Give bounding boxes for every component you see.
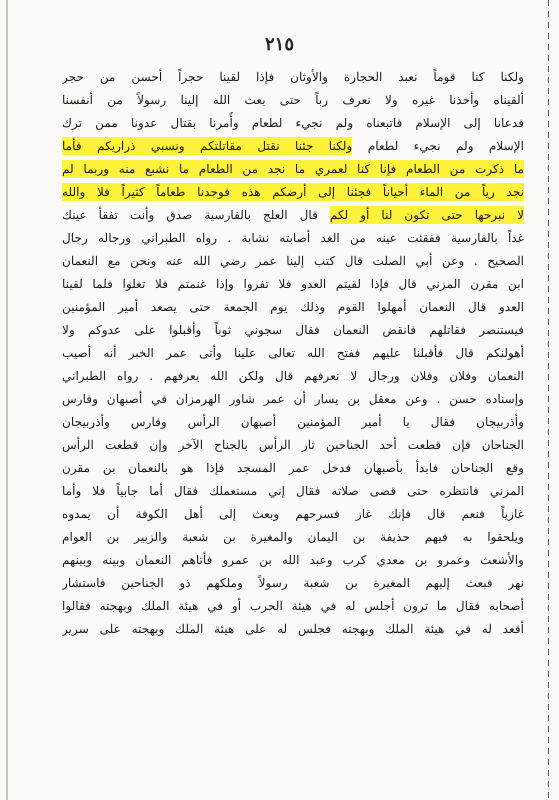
- text-line-12: فيستنصر فقاتلهم فانقض النعمان فقال سجوني ثوباً وأقبلوا على عدوكم ولا: [62, 323, 524, 337]
- text-line-20: غازياً فنعم قال فإنك غاز فسرحهم وبعث إلى أهل الكوفة أن يمدوه: [62, 507, 524, 521]
- text-line-18: وقع الجناحان فابدأ بأصبهان فدخل عمر المسجد فإذا هو بالنعمان بن مقرن: [62, 461, 524, 475]
- text-line-23: نهر فبعث إليهم المغيرة بن شعبة رسولاً وملكهم ذو الجناحين فاستشار: [62, 576, 524, 590]
- text-line-14: النعمان وفلان وفلان ورجال لا نعرفهم قال ولكن الله يعرفهم . رواه الطبراني: [62, 369, 524, 383]
- text-line-3: فدعانا إلى الإسلام فاتبعناه ولم نجيء لطعام وأُمرنا بقتال عدونا ممن ترك: [62, 116, 524, 130]
- text-line-2: ألقيناه وأخذنا غيره ولا نعرف رباً حتى بعث الله إلينا رسولاً من أنفسنا: [62, 93, 524, 107]
- text-line-22: والأشعث وعمرو بن معدي كرب وعبد الله بن عمرو فأتاهم النعمان وبينه وبينهم: [62, 553, 524, 567]
- text-line-8: غداً بالفارسية ففقئت عينه من الغد أصابته نشابة . رواه الطبراني ورجاله رجال: [62, 231, 524, 245]
- page-number: ٢١٥: [264, 34, 294, 55]
- line-7-highlighted-part: لا نبرحها حتى تكون لنا أو لكم: [329, 208, 524, 222]
- page-edge-shadow: [6, 0, 8, 800]
- text-line-5-highlighted: [62, 158, 524, 181]
- scan-border-dashes: [548, 0, 549, 800]
- line-4-highlighted-part: ولكنا جئنا نقتل مقاتلتكم ونسبي ذراريكم فأما: [62, 139, 353, 153]
- text-line-4-plain: [62, 137, 524, 155]
- highlighted-text-5: ما ذكرت من الطعام فإنا كنا لعمري ما نجد من الطعام ما نشبع منه وربما لم: [62, 162, 524, 176]
- text-line-17: الجناحان فإن قطعت أحد الجناحين ثار الرأس بالجناح الآخر وإن قطعت الرأس: [62, 438, 524, 452]
- line-7-plain-part: قال العلج بالفارسية صدق وأنت تفقأ عينك: [62, 208, 330, 222]
- text-line-7-plain: [62, 206, 524, 224]
- text-line-1: ولكنا كنا قوماً نعبد الحجارة والأوثان فإذا لقينا حجراً أحسن من حجر: [62, 70, 524, 84]
- text-line-24: أصحابه فقال ما ترون أجلس له في هيئة الحرب أو في هيئة الملك وبهجته فقالوا: [62, 599, 524, 613]
- text-line-16: وأذربيجان فقال يا أمير المؤمنين أصبهان الرأس وفارس وأذربيجان: [62, 415, 524, 429]
- text-line-11: العدو قال النعمان أمهلوا القوم وذلك يوم الجمعة حتى يصعد أمير المؤمنين: [62, 300, 524, 314]
- text-line-4-partly-highlighted: [62, 135, 524, 158]
- text-line-7-partly-highlighted: [62, 204, 524, 227]
- text-line-25: أقعد له في هيئة الملك وبهجته فجلس له على هيئة الملك وبهجته على سرير: [62, 622, 524, 636]
- line-4-plain-part: الإسلام ولم نجيء لطعام: [352, 139, 524, 153]
- text-line-19: المزني فانتظره حتى قضى صلاته فقال إني مستعملك فقال أما جابياً فلا وأما: [62, 484, 524, 498]
- highlighted-text-6: نجد رياً من الماء أحياناً فجئنا إلى أرضكم هذه فوجدنا طعاماً كثيراً فلا والله: [62, 185, 524, 199]
- text-line-10: ابن مقرن المزني قال فإذا لقيتم العدو فلا تفروا وإذا غنمتم فلا تغلوا فلما لقينا: [62, 277, 524, 291]
- text-line-21: ويلحقوا به فيهم حذيفة بن اليمان والمغيرة بن شعبة والزبير بن العوام: [62, 530, 524, 544]
- body-text: [62, 66, 524, 641]
- text-line-9: الصحيح . وعن أبي الصلت قال كتب إلينا عمر رضي الله عنه ونحن مع النعمان: [62, 254, 524, 268]
- text-line-13: أهولنكم قال فأقبلنا عليهم ففتح الله تعالى علينا وأتى عمر الخبر أنه أصيب: [62, 346, 524, 360]
- text-line-6-highlighted: [62, 181, 524, 204]
- text-line-15: وإسناده حسن . وعن معقل بن يسار أن عمر شاور الهرمزان في أصبهان وفارس: [62, 392, 524, 406]
